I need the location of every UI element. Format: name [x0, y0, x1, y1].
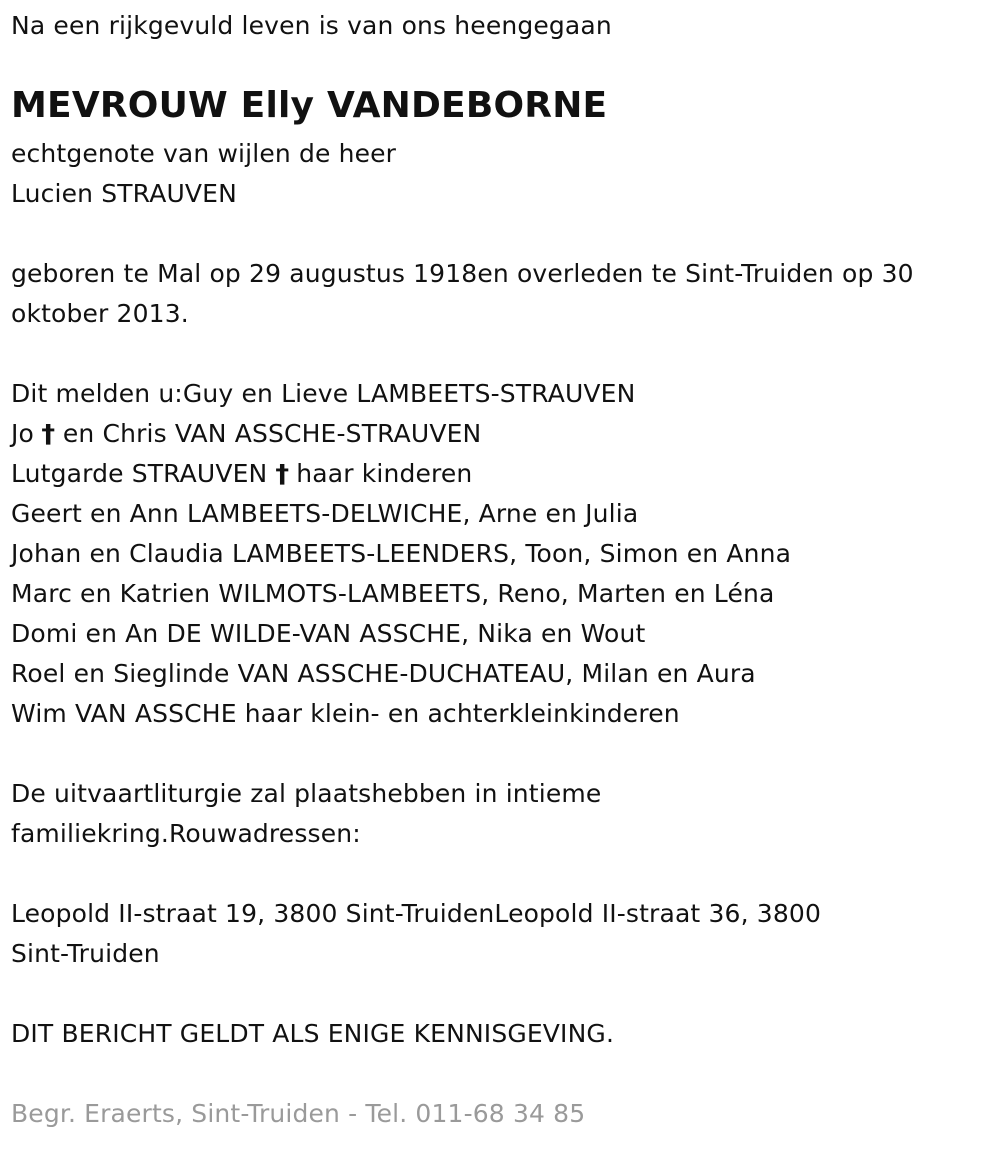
grandchildren-line: Marc en Katrien WILMOTS-LAMBEETS, Reno, Marten en Léna	[11, 579, 775, 608]
birth-death-line: oktober 2013.	[11, 299, 189, 328]
family-line: Dit melden u:Guy en Lieve LAMBEETS-STRAUVEN	[11, 379, 636, 408]
grandchildren-line: Domi en An DE WILDE-VAN ASSCHE, Nika en Wout	[11, 619, 646, 648]
address-line: Leopold II-straat 19, 3800 Sint-TruidenLeopold II-straat 36, 3800	[11, 899, 822, 928]
funeral-home-footer: Begr. Eraerts, Sint-Truiden - Tel. 011-68 34 85	[11, 1099, 586, 1128]
cross-icon: †	[41, 419, 56, 448]
liturgy-line: familiekring.Rouwadressen:	[11, 819, 361, 848]
grandchildren-line: Geert en Ann LAMBEETS-DELWICHE, Arne en Julia	[11, 499, 639, 528]
address-block	[11, 894, 821, 974]
cross-icon: †	[274, 459, 289, 488]
family-line	[11, 414, 791, 454]
intro-text: Na een rijkgevuld leven is van ons heengegaan	[11, 11, 612, 40]
spouse-line: echtgenote van wijlen de heer	[11, 139, 397, 168]
spouse-name: Lucien STRAUVEN	[11, 179, 237, 208]
deceased-name: MEVROUW Elly VANDEBORNE	[11, 85, 608, 126]
family-member: en Chris VAN ASSCHE-STRAUVEN	[62, 419, 482, 448]
grandchildren-line: Wim VAN ASSCHE haar klein- en achterkleinkinderen	[11, 699, 680, 728]
notice-text: DIT BERICHT GELDT ALS ENIGE KENNISGEVING.	[11, 1019, 615, 1048]
family-line	[11, 454, 791, 494]
address-line: Sint-Truiden	[11, 939, 160, 968]
family-member: Lutgarde STRAUVEN	[11, 459, 268, 488]
birth-death-line: geboren te Mal op 29 augustus 1918en overleden te Sint-Truiden op 30	[11, 259, 914, 288]
liturgy-block	[11, 774, 601, 854]
birth-death-block	[11, 254, 986, 334]
family-member: Jo	[11, 419, 34, 448]
grandchildren-line: Roel en Sieglinde VAN ASSCHE-DUCHATEAU, Milan en Aura	[11, 659, 756, 688]
family-member: haar kinderen	[296, 459, 473, 488]
spouse-block	[11, 134, 396, 214]
grandchildren-line: Johan en Claudia LAMBEETS-LEENDERS, Toon, Simon en Anna	[11, 539, 792, 568]
liturgy-line: De uitvaartliturgie zal plaatshebben in intieme	[11, 779, 602, 808]
family-block	[11, 374, 791, 734]
